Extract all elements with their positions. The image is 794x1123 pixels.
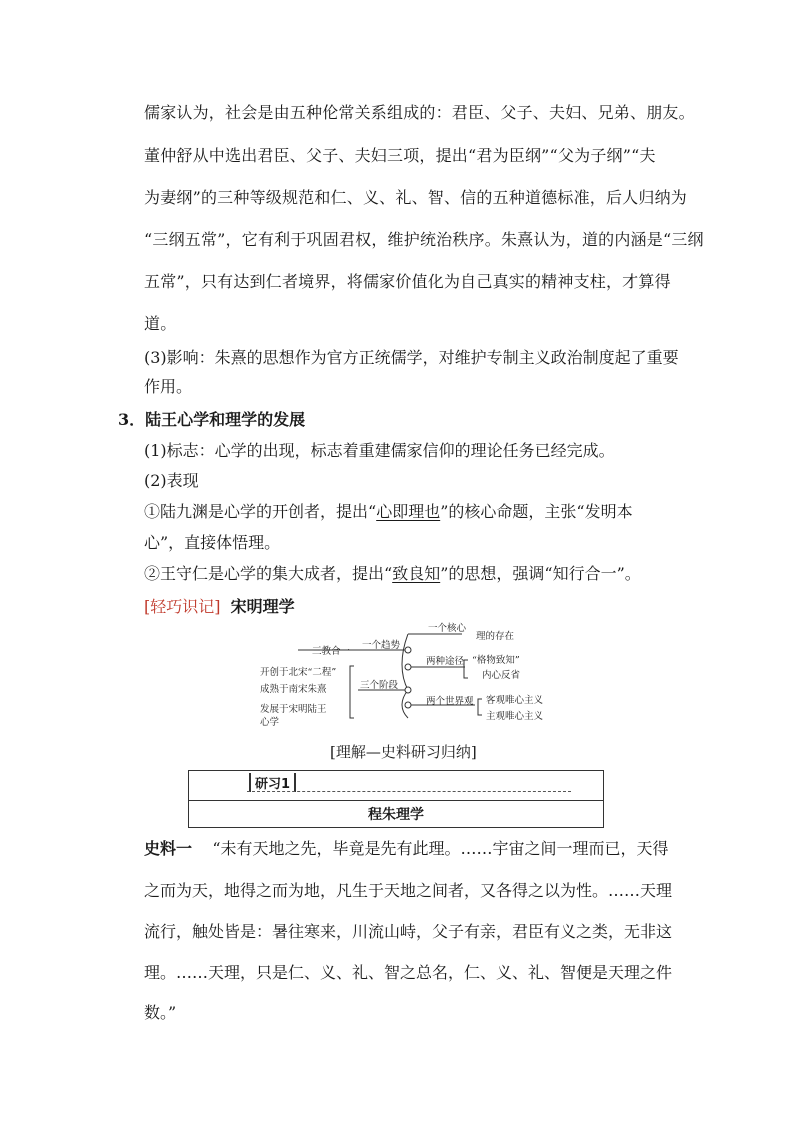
paragraph-line: 董仲舒从中选出君臣、父子、夫妇三项，提出“君为臣纲”“父为子纲”“夫 xyxy=(144,146,656,165)
memory-title: 宋明理学 xyxy=(230,597,295,616)
mindmap-label: 心学 xyxy=(260,717,280,728)
performance-label: (2)表现 xyxy=(144,471,199,490)
paragraph-line: “三纲五常”，它有利于巩固君权，维护统治秩序。朱熹认为，道的内涵是“三纲 xyxy=(144,230,704,249)
influence-line: (3)影响：朱熹的思想作为官方正统儒学，对维护专制主义政治制度起了重要 xyxy=(144,348,679,367)
item1-line2: 心”，直接体悟理。 xyxy=(144,533,281,552)
sign-line: (1)标志：心学的出现，标志着重建儒家信仰的理论任务已经完成。 xyxy=(144,441,615,460)
key-term: 心即理也 xyxy=(376,502,441,521)
mindmap-label: 发展于宋明陆王 xyxy=(260,704,327,715)
mindmap-label: “格物致知” xyxy=(472,655,520,666)
memory-heading xyxy=(144,594,295,617)
item2-line: ②王守仁是心学的集大成者，提出“致良知”的思想，强调“知行合一”。 xyxy=(144,564,641,583)
item1-line: ①陆九渊是心学的开创者，提出“心即理也”的核心命题，主张“发明本 xyxy=(144,502,633,521)
paragraph-line: 为妻纲”的三种等级规范和仁、义、礼、智、信的五种道德标准，后人归纳为 xyxy=(144,188,687,207)
paragraph-line: 道。 xyxy=(144,314,177,333)
influence-line: 作用。 xyxy=(144,377,193,396)
understand-heading: [理解—史料研习归纳] xyxy=(330,743,477,761)
section-title: 陆王心学和理学的发展 xyxy=(145,410,306,429)
section-heading xyxy=(118,407,305,430)
section-number: 3． xyxy=(118,410,146,429)
material-line: 理。……天理，只是仁、义、礼、智之总名，仁、义、礼、智便是天理之件 xyxy=(144,963,673,982)
paragraph-line: 五常”，只有达到仁者境界，将儒家价值化为自己真实的精神支柱，才算得 xyxy=(144,272,671,291)
paragraph-line: 儒家认为，社会是由五种伦常关系组成的：君臣、父子、夫妇、兄弟、朋友。 xyxy=(144,103,695,122)
mindmap-label: 一个核心 xyxy=(428,623,467,634)
box-divider xyxy=(189,800,603,801)
study-tag: 研习1 xyxy=(249,773,296,792)
material-line: 史料一 “未有天地之先，毕竟是先有此理。……宇宙之间一理而已，天得 xyxy=(144,839,669,858)
material-line: 数。” xyxy=(144,1003,177,1022)
mindmap-label: 主观唯心主义 xyxy=(486,711,544,722)
memory-tag: [轻巧识记] xyxy=(144,597,221,616)
study-box xyxy=(188,770,604,828)
mindmap-label: 三个阶段 xyxy=(360,680,399,691)
material-label: 史料一 xyxy=(144,839,193,858)
mindmap-label: 一个趋势 xyxy=(362,640,401,651)
mindmap-label: 客观唯心主义 xyxy=(486,695,544,706)
mindmap-label: 内心反省 xyxy=(482,670,521,681)
material-line: 之而为天，地得之而为地，凡生于天地之间者，又各得之以为性。……天理 xyxy=(144,881,673,900)
mindmap-label: 开创于北宋“二程” xyxy=(260,667,337,678)
mindmap-label: 三教合一 xyxy=(312,646,351,657)
material-line: 流行，触处皆是：暑往寒来，川流山峙，父子有亲，君臣有义之类，无非这 xyxy=(144,922,673,941)
mindmap-diagram xyxy=(250,620,560,730)
study-topic: 程朱理学 xyxy=(368,807,424,823)
mindmap-label: 成熟于南宋朱熹 xyxy=(260,684,327,695)
mindmap-label: 两个世界观 xyxy=(426,696,474,707)
mindmap-label: 理的存在 xyxy=(476,631,515,642)
key-term: 致良知 xyxy=(392,564,441,583)
dashed-divider xyxy=(247,791,571,792)
mindmap-label: 两种途径 xyxy=(426,656,465,667)
